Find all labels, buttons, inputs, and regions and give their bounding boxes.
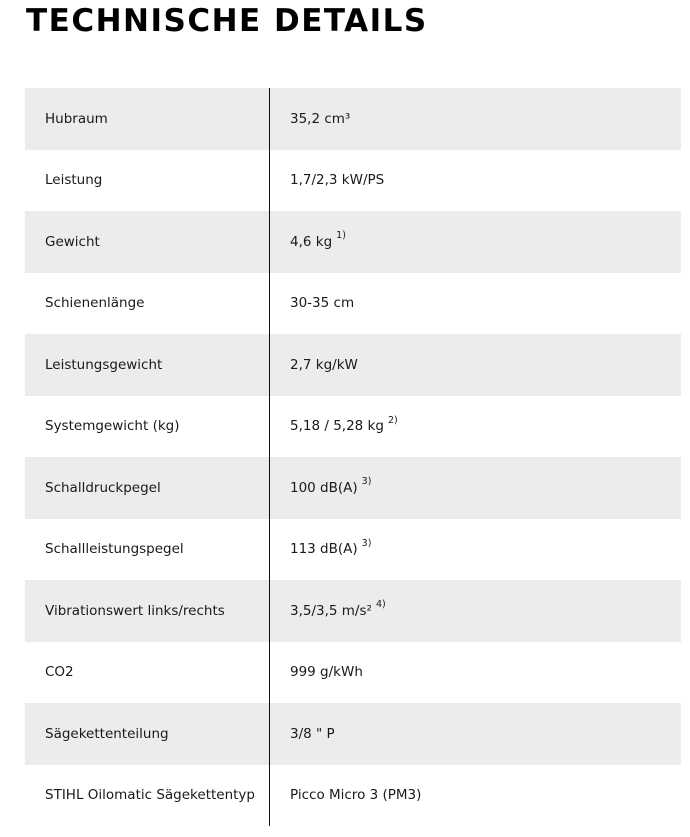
spec-row-oilomatic-saegekettentyp xyxy=(25,765,681,827)
spec-value-cell xyxy=(270,457,371,519)
spec-value: 2,7 kg/kW xyxy=(290,356,358,373)
spec-label: Schallleistungspegel xyxy=(25,519,270,581)
spec-label: Hubraum xyxy=(25,88,270,150)
footnote-marker: 2) xyxy=(387,414,398,426)
spec-label: STIHL Oilomatic Sägekettentyp xyxy=(25,765,270,827)
spec-value-cell xyxy=(270,580,386,642)
spec-label: CO2 xyxy=(25,642,270,704)
spec-row-leistung xyxy=(25,150,681,212)
spec-label: Leistung xyxy=(25,150,270,212)
spec-value: 30-35 cm xyxy=(290,295,355,312)
spec-value: 100 dB(A) xyxy=(290,479,358,496)
spec-row-systemgewicht xyxy=(25,396,681,458)
spec-label: Vibrationswert links/rechts xyxy=(25,580,270,642)
spec-value: 1,7/2,3 kW/PS xyxy=(290,172,385,189)
spec-value-cell xyxy=(270,765,421,827)
spec-label: Sägekettenteilung xyxy=(25,703,270,765)
spec-row-schalldruckpegel xyxy=(25,457,681,519)
spec-value-cell xyxy=(270,150,384,212)
page-title: TECHNISCHE DETAILS xyxy=(26,3,428,39)
spec-row-schallleistungspegel xyxy=(25,519,681,581)
spec-value-cell xyxy=(270,334,358,396)
spec-label: Systemgewicht (kg) xyxy=(25,396,270,458)
spec-value: 4,6 kg xyxy=(290,233,333,250)
spec-row-gewicht xyxy=(25,211,681,273)
spec-row-co2 xyxy=(25,642,681,704)
spec-value-cell xyxy=(270,703,335,765)
footnote-marker: 4) xyxy=(375,599,386,611)
footnote-marker: 1) xyxy=(336,230,346,242)
spec-table xyxy=(25,88,681,826)
spec-label: Leistungsgewicht xyxy=(25,334,270,396)
spec-row-hubraum xyxy=(25,88,681,150)
spec-value-cell xyxy=(270,642,363,704)
spec-value-cell xyxy=(270,211,346,273)
spec-value: 5,18 / 5,28 kg xyxy=(290,418,384,435)
spec-row-leistungsgewicht xyxy=(25,334,681,396)
spec-value-cell xyxy=(270,273,354,335)
spec-value: 3,5/3,5 m/s² xyxy=(290,602,372,619)
footnote-marker: 3) xyxy=(361,537,372,549)
spec-value-cell xyxy=(270,88,350,150)
spec-value: 35,2 cm³ xyxy=(290,110,351,127)
spec-row-schienenlaenge xyxy=(25,273,681,335)
spec-label: Gewicht xyxy=(25,211,270,273)
footnote-marker: 3) xyxy=(361,476,372,488)
spec-value: 3/8 " P xyxy=(290,725,335,742)
spec-label: Schalldruckpegel xyxy=(25,457,270,519)
spec-value: 999 g/kWh xyxy=(290,664,363,681)
spec-row-vibrationswert xyxy=(25,580,681,642)
spec-row-saegekettenteilung xyxy=(25,703,681,765)
spec-value-cell xyxy=(270,519,371,581)
spec-value: Picco Micro 3 (PM3) xyxy=(290,787,422,804)
spec-value: 113 dB(A) xyxy=(290,541,358,558)
spec-value-cell xyxy=(270,396,398,458)
spec-label: Schienenlänge xyxy=(25,273,270,335)
